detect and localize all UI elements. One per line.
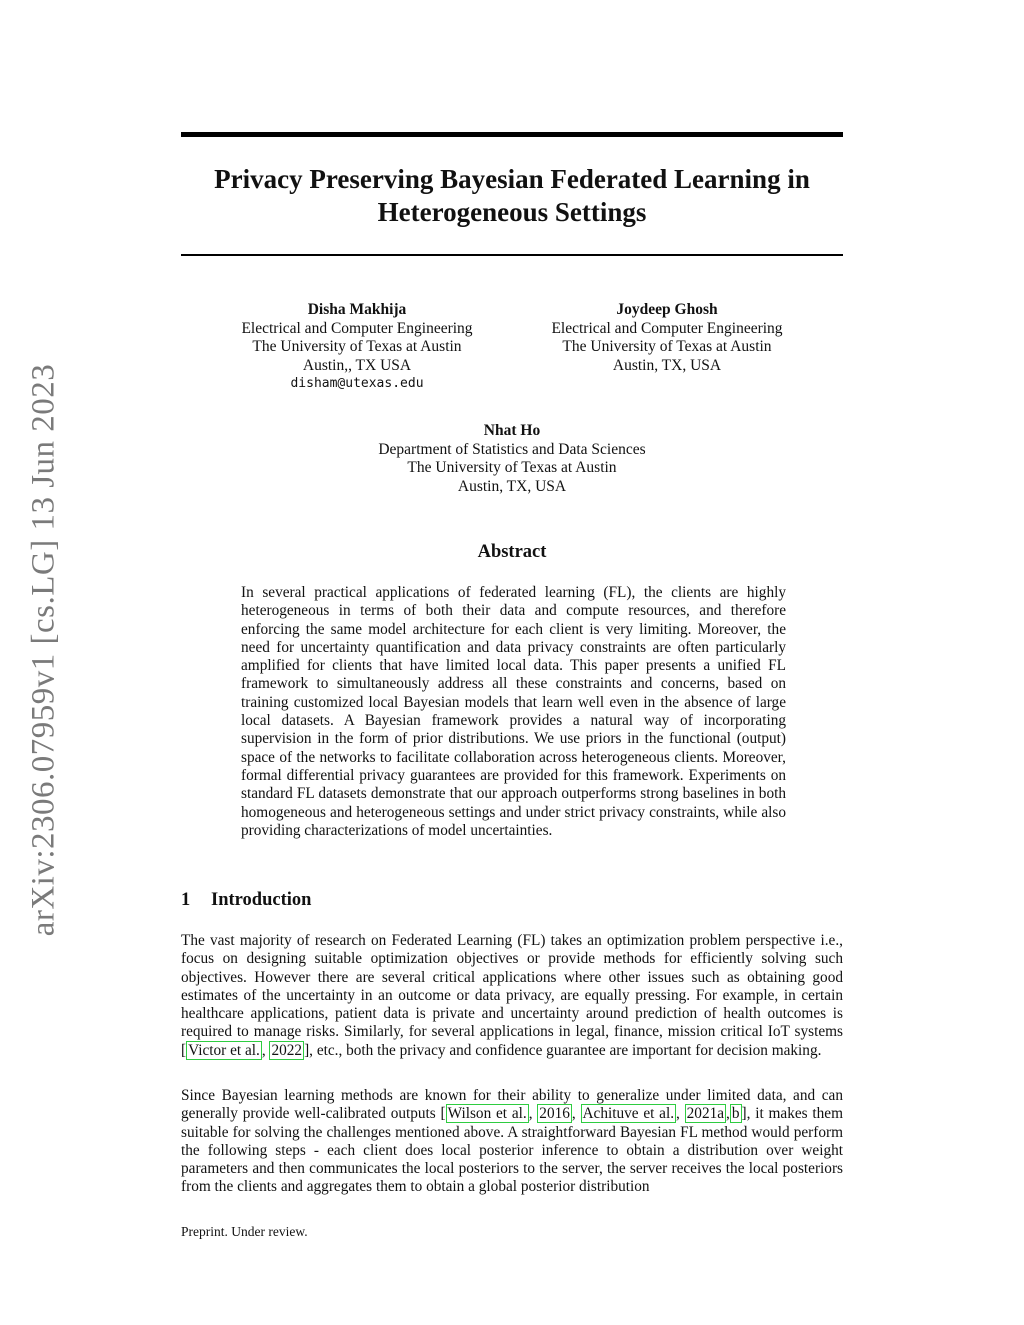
citation-link[interactable]: Victor et al. — [188, 1041, 260, 1059]
author-name: Nhat Ho — [483, 422, 541, 439]
author-email[interactable]: disham@utexas.edu — [290, 376, 424, 391]
title-bottom-rule — [181, 254, 843, 256]
citation-separator: , — [726, 1105, 730, 1123]
paragraph-text: ], etc., both the privacy and confidence guarantee are important for decision making. — [304, 1041, 822, 1059]
title-line-2: Heterogeneous Settings — [377, 197, 647, 227]
citation-link[interactable]: Wilson et al. — [447, 1105, 527, 1123]
citation-link[interactable]: 2022 — [271, 1041, 303, 1059]
author-name: Joydeep Ghosh — [616, 301, 718, 318]
citation-separator: , — [261, 1041, 270, 1059]
citation-separator: , — [571, 1105, 581, 1123]
section-title: Introduction — [211, 890, 312, 910]
author-block-1 — [207, 301, 507, 394]
author-location: Austin, TX, USA — [612, 356, 722, 374]
author-block-3 — [362, 422, 662, 496]
author-block-2 — [517, 301, 817, 375]
section-heading-introduction — [181, 890, 311, 911]
paper-title — [181, 163, 843, 229]
author-location: Austin, TX, USA — [457, 477, 567, 495]
author-department: Electrical and Computer Engineering — [241, 319, 473, 337]
citation-link[interactable]: 2016 — [539, 1105, 570, 1123]
author-university: The University of Texas at Austin — [562, 338, 772, 355]
author-name: Disha Makhija — [307, 301, 407, 318]
section-number: 1 — [181, 890, 191, 910]
citation-link[interactable]: 2021a — [686, 1105, 725, 1123]
title-top-rule — [181, 132, 843, 137]
paragraph-text: Since Bayesian learning methods are known for their ability to generalize under limited data, and can generally provide well-calibrated outputs [ — [181, 1087, 843, 1123]
abstract-body: In several practical applications of federated learning (FL), the clients are highly heterogeneous in terms of both their data and compute resources, and therefore enforcing the same model architecture for each client is very limiting. Moreover, the need for uncertainty quantification and data privacy constraints are often particularly amplified for clients that have limited local data. This paper presents a unified FL framework to simultaneously address all these constraints and concerns, based on training customized local Bayesian models that learn well even in the absence of large local datasets. A Bayesian framework provides a natural way of incorporating supervision in the form of prior distributions. We use priors in the functional (output) space of the networks to facilitate collaboration across heterogeneous clients. Moreover, formal differential privacy guarantees are provided for this framework. Experiments on standard FL datasets demonstrate that our approach outperforms strong baselines in both homogeneous and heterogeneous settings and under strict privacy constraints, while also providing characterizations of model uncertainties. — [241, 584, 786, 839]
citation-link[interactable]: b — [731, 1105, 740, 1123]
author-location: Austin,, TX USA — [302, 356, 412, 374]
author-department: Electrical and Computer Engineering — [551, 319, 783, 337]
citation-link[interactable]: Achituve et al. — [582, 1105, 675, 1123]
arxiv-identifier-stamp: arXiv:2306.07959v1 [cs.LG] 13 Jun 2023 — [25, 363, 62, 937]
paragraph-text: ], it makes them suitable for solving the challenges mentioned above. A straightforward Bayesian FL method would perform the following steps - each client does local posterior inference to obtain a distribution over weight parameters and then communicates the local posteriors to the server, the server receives the local posteriors from the clients and aggregates them to obtain a global posterior distribution — [181, 1105, 843, 1196]
page-footer: Preprint. Under review. — [181, 1224, 308, 1239]
author-department: Department of Statistics and Data Sciences — [378, 440, 646, 458]
abstract-heading: Abstract — [477, 542, 547, 562]
citation-separator: , — [676, 1105, 685, 1123]
paragraph-text: The vast majority of research on Federated Learning (FL) takes an optimization problem perspective i.e., focus on designing suitable optimization objectives or provide methods for efficiently solving such objectives. However there are several critical applications where other issues such as obtaining good estimates of the uncertainty in an outcome or data privacy, are equally pressing. For example, in certain healthcare applications, patient data is private and uncertainty around prediction of health outcomes is required to manage risks. Similarly, for several applications in legal, finance, mission critical IoT systems [ — [181, 932, 843, 1059]
title-line-1: Privacy Preserving Bayesian Federated Learning in — [214, 164, 810, 194]
intro-paragraph-1 — [181, 932, 843, 1060]
author-university: The University of Texas at Austin — [252, 338, 462, 355]
intro-paragraph-2 — [181, 1087, 843, 1197]
citation-separator: , — [528, 1105, 538, 1123]
author-university: The University of Texas at Austin — [407, 459, 617, 476]
